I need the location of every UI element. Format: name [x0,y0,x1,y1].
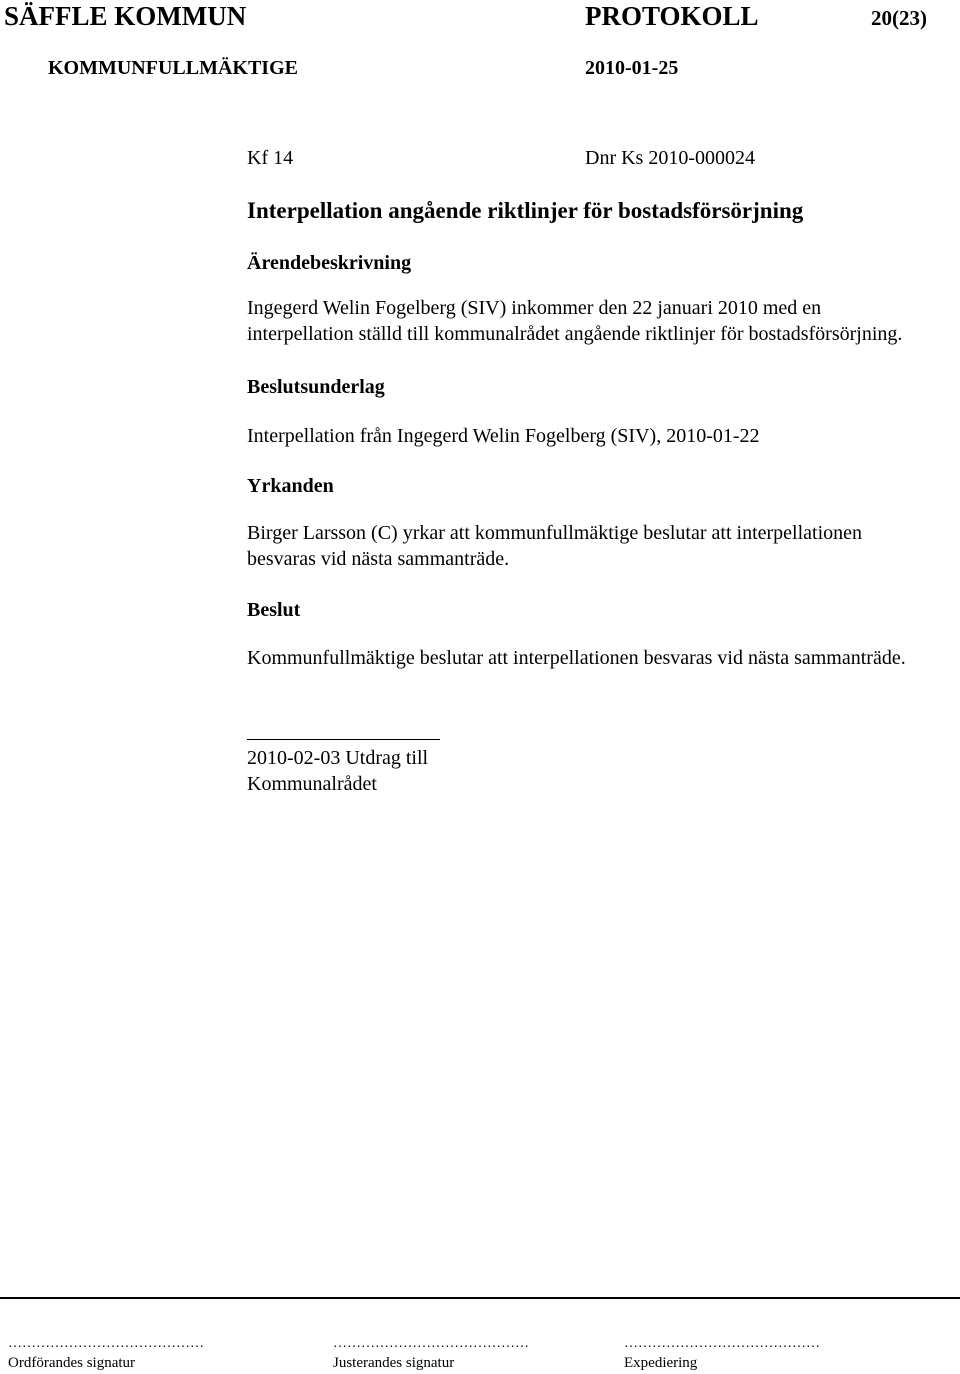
extract-rule [247,739,440,740]
document-type: PROTOKOLL [585,1,759,31]
assembly-name: KOMMUNFULLMÄKTIGE [48,57,298,79]
extract-line-2: Kommunalrådet [247,773,377,795]
basis-text: Interpellation från Ingegerd Welin Fogelberg (SIV), 2010-01-22 [247,425,760,447]
case-title: Interpellation angående riktlinjer för bostadsförsörjning [247,198,804,223]
page-number: 20(23) [871,6,927,30]
adjuster-signature-dots: …………………………………… [333,1336,529,1351]
dispatch-dots: …………………………………… [624,1336,820,1351]
footer-rule [0,1297,960,1299]
description-heading: Ärendebeskrivning [247,252,412,274]
adjuster-signature-label: Justerandes signatur [333,1355,455,1371]
basis-heading: Beslutsunderlag [247,376,385,398]
description-line-1: Ingegerd Welin Fogelberg (SIV) inkommer den 22 januari 2010 med en [247,297,822,319]
motions-heading: Yrkanden [247,475,334,497]
municipality-name: SÄFFLE KOMMUN [4,1,247,31]
case-number: Kf 14 [247,147,294,169]
case-dnr: Dnr Ks 2010-000024 [585,147,755,169]
description-line-2: interpellation ställd till kommunalrådet angående riktlinjer för bostadsförsörjning. [247,323,903,345]
motions-line-1: Birger Larsson (C) yrkar att kommunfullmäktige beslutar att interpellationen [247,522,863,544]
decision-text: Kommunfullmäktige beslutar att interpellationen besvaras vid nästa sammanträde. [247,647,906,669]
extract-line-1: 2010-02-03 Utdrag till [247,747,429,769]
chair-signature-dots: …………………………………… [8,1336,204,1351]
decision-heading: Beslut [247,599,301,621]
meeting-date: 2010-01-25 [585,57,679,79]
chair-signature-label: Ordförandes signatur [8,1355,136,1371]
dispatch-label: Expediering [624,1355,698,1371]
motions-line-2: besvaras vid nästa sammanträde. [247,548,510,570]
